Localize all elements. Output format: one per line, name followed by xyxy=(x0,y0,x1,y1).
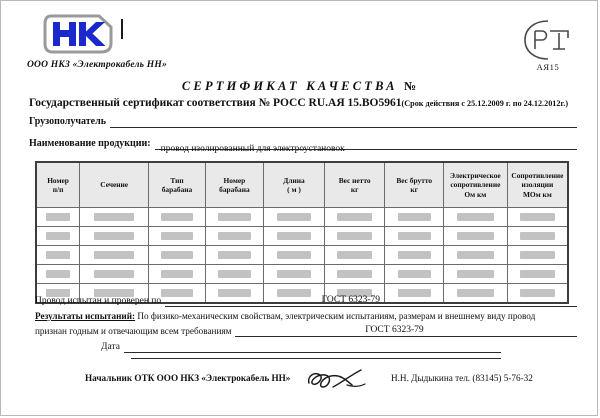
blank-cell-placeholder xyxy=(457,232,493,240)
col-header-gross-weight xyxy=(385,162,444,208)
table-cell[interactable] xyxy=(264,246,325,265)
table-cell[interactable] xyxy=(205,246,264,265)
rst-code-label: АЯ15 xyxy=(536,62,560,72)
footer-divider xyxy=(131,358,501,359)
blank-cell-placeholder xyxy=(161,270,193,278)
tested-label: Провод испытан и проверен по xyxy=(35,296,162,306)
col-header-drum-number xyxy=(205,162,264,208)
table-cell[interactable] xyxy=(443,227,507,246)
table-header-row xyxy=(36,162,568,208)
table-cell[interactable] xyxy=(324,246,385,265)
blank-cell-placeholder xyxy=(46,251,70,259)
results-line2-label: признан годным и отвечающим всем требованиям xyxy=(35,326,232,336)
table-row xyxy=(36,208,568,227)
blank-cell-placeholder xyxy=(337,270,372,278)
col-header-length-label: Длина ( м ) xyxy=(283,175,305,194)
blank-cell-placeholder xyxy=(94,213,134,221)
col-header-insulation-resistance xyxy=(507,162,568,208)
col-header-net-weight-label: Вес нетто кг xyxy=(338,175,371,194)
col-header-length xyxy=(264,162,325,208)
blank-cell-placeholder xyxy=(94,270,134,278)
results-statement-line2 xyxy=(35,324,577,337)
tested-statement-row xyxy=(35,294,577,307)
table-cell[interactable] xyxy=(205,208,264,227)
blank-cell-placeholder xyxy=(218,251,251,259)
table-cell[interactable] xyxy=(149,208,205,227)
blank-cell-placeholder xyxy=(161,251,193,259)
blank-cell-placeholder xyxy=(520,232,554,240)
date-label: Дата xyxy=(101,342,120,352)
table-cell[interactable] xyxy=(36,227,80,246)
blank-cell-placeholder xyxy=(520,251,554,259)
blank-cell-placeholder xyxy=(277,270,312,278)
blank-cell-placeholder xyxy=(398,251,431,259)
state-certificate-text: Государственный сертификат соответствия № РОСС RU.АЯ 15.ВО5961 xyxy=(29,97,402,109)
table-cell[interactable] xyxy=(80,246,149,265)
blank-cell-placeholder xyxy=(277,213,312,221)
table-header xyxy=(36,162,568,208)
col-header-section xyxy=(80,162,149,208)
page-title-number-symbol: № xyxy=(404,79,417,93)
blank-cell-placeholder xyxy=(277,251,312,259)
table-cell[interactable] xyxy=(80,227,149,246)
table-cell[interactable] xyxy=(507,246,568,265)
results-gost-value: ГОСТ 6323-79 xyxy=(365,325,424,335)
product-value: провод изолированный для электроустановок xyxy=(160,144,345,154)
blank-cell-placeholder xyxy=(218,232,251,240)
col-header-insulation-resistance-label: Сопротивление изоляции МОм км xyxy=(511,170,564,199)
blank-cell-placeholder xyxy=(398,213,431,221)
table-cell[interactable] xyxy=(443,246,507,265)
table-cell[interactable] xyxy=(264,227,325,246)
col-header-net-weight xyxy=(324,162,385,208)
table-cell[interactable] xyxy=(385,227,444,246)
table-cell[interactable] xyxy=(507,227,568,246)
col-header-drum-type-label: Тип барабана xyxy=(161,175,193,194)
table-cell[interactable] xyxy=(443,208,507,227)
blank-cell-placeholder xyxy=(94,251,134,259)
blank-cell-placeholder xyxy=(161,213,193,221)
blank-cell-placeholder xyxy=(277,232,312,240)
table-cell[interactable] xyxy=(36,265,80,284)
consignee-field-row xyxy=(29,116,577,128)
rst-certification-mark xyxy=(517,19,579,75)
table-cell[interactable] xyxy=(443,265,507,284)
table-cell[interactable] xyxy=(264,265,325,284)
document-header xyxy=(1,1,597,73)
blank-cell-placeholder xyxy=(520,213,554,221)
page-title xyxy=(1,79,597,94)
blank-cell-placeholder xyxy=(46,270,70,278)
col-header-electrical-resistance-label: Электрическое сопротивление Ом км xyxy=(450,170,501,199)
table-cell[interactable] xyxy=(36,208,80,227)
table-cell[interactable] xyxy=(149,227,205,246)
date-input[interactable] xyxy=(124,341,501,353)
table-cell[interactable] xyxy=(36,246,80,265)
signatory-name-phone: Н.Н. Дыдыкина тел. (83145) 5-76-32 xyxy=(391,373,533,383)
product-input[interactable] xyxy=(155,138,577,154)
table-row xyxy=(36,265,568,284)
blank-cell-placeholder xyxy=(398,232,431,240)
table-cell[interactable] xyxy=(205,265,264,284)
col-header-drum-number-label: Номер барабана xyxy=(219,175,250,194)
col-header-gross-weight-label: Вес брутто кг xyxy=(396,175,433,194)
text-cursor-mark xyxy=(121,19,123,39)
results-text: По физико-механическим свойствам, электрическим испытаниям, размерам и внешнему виду провод xyxy=(137,311,536,321)
blank-cell-placeholder xyxy=(337,232,372,240)
consignee-label: Грузополучатель xyxy=(29,116,106,127)
table-cell[interactable] xyxy=(385,208,444,227)
col-header-number-label: Номер п/п xyxy=(47,175,69,194)
table-cell[interactable] xyxy=(264,208,325,227)
state-certificate-line xyxy=(29,97,568,109)
blank-cell-placeholder xyxy=(457,270,493,278)
table-cell[interactable] xyxy=(324,208,385,227)
table-row xyxy=(36,227,568,246)
table-row xyxy=(36,246,568,265)
tested-gost-input[interactable] xyxy=(165,294,577,307)
nk-logo xyxy=(43,13,113,55)
results-statement xyxy=(35,310,577,323)
blank-cell-placeholder xyxy=(161,232,193,240)
table-body xyxy=(36,208,568,304)
blank-cell-placeholder xyxy=(337,213,372,221)
page-title-text: СЕРТИФИКАТ КАЧЕСТВА xyxy=(181,79,398,93)
consignee-input[interactable] xyxy=(110,116,577,128)
signatory-title: Начальник ОТК ООО НКЗ «Электрокабель НН» xyxy=(85,373,291,383)
signature-row xyxy=(1,369,597,395)
table-cell[interactable] xyxy=(324,265,385,284)
col-header-drum-type xyxy=(149,162,205,208)
blank-cell-placeholder xyxy=(398,270,431,278)
tested-gost-value: ГОСТ 6323-79 xyxy=(321,295,381,305)
col-header-electrical-resistance xyxy=(443,162,507,208)
blank-cell-placeholder xyxy=(46,213,70,221)
blank-cell-placeholder xyxy=(94,232,134,240)
blank-cell-placeholder xyxy=(46,232,70,240)
table-cell[interactable] xyxy=(205,227,264,246)
table-cell[interactable] xyxy=(149,265,205,284)
product-label: Наименование продукции: xyxy=(29,138,151,149)
certificate-validity: (Срок действия с 25.12.2009 г. по 24.12.2012г.) xyxy=(401,99,569,108)
spools-table xyxy=(35,161,569,304)
table-cell[interactable] xyxy=(80,265,149,284)
col-header-number xyxy=(36,162,80,208)
table-cell[interactable] xyxy=(324,227,385,246)
table-cell[interactable] xyxy=(385,265,444,284)
table-cell[interactable] xyxy=(149,246,205,265)
date-field-row xyxy=(101,341,501,353)
table-cell[interactable] xyxy=(507,265,568,284)
handwritten-signature-icon xyxy=(303,367,379,393)
spools-table-wrapper xyxy=(35,161,569,304)
table-cell[interactable] xyxy=(507,208,568,227)
blank-cell-placeholder xyxy=(520,270,554,278)
col-header-section-label: Сечение xyxy=(100,180,129,190)
blank-cell-placeholder xyxy=(457,213,493,221)
blank-cell-placeholder xyxy=(337,251,372,259)
results-gost-input[interactable] xyxy=(235,324,577,337)
product-field-row xyxy=(29,138,577,154)
table-cell[interactable] xyxy=(385,246,444,265)
blank-cell-placeholder xyxy=(218,270,251,278)
blank-cell-placeholder xyxy=(218,213,251,221)
company-name: ООО НКЗ «Электрокабель НН» xyxy=(27,60,167,70)
blank-cell-placeholder xyxy=(457,251,493,259)
results-label: Результаты испытаний: xyxy=(35,311,136,321)
table-cell[interactable] xyxy=(80,208,149,227)
